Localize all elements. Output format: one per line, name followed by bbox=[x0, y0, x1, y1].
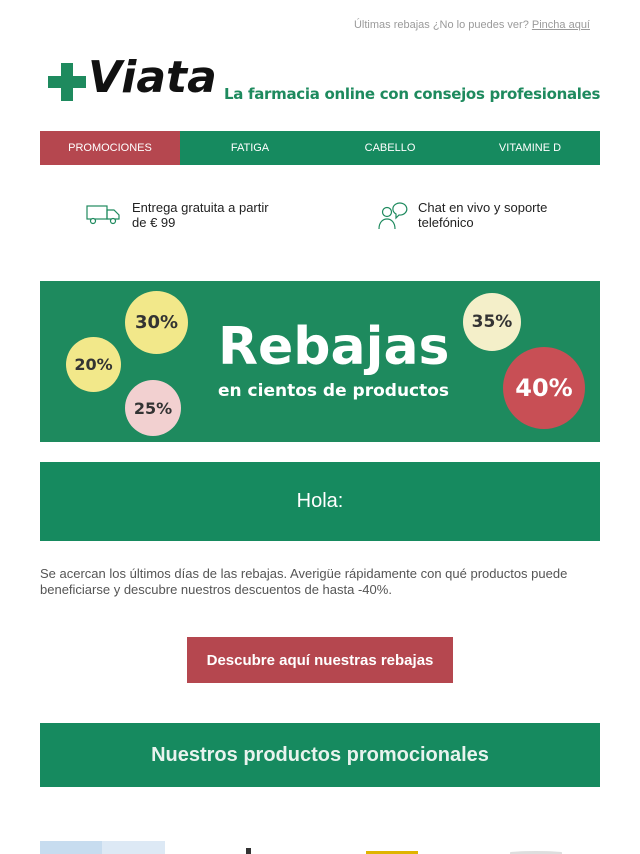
pharmacy-cross-icon bbox=[48, 63, 86, 101]
badge-25: 25% bbox=[125, 380, 181, 436]
category-nav bbox=[40, 131, 600, 165]
nav-item-promociones[interactable]: PROMOCIONES bbox=[40, 131, 180, 165]
sale-banner[interactable] bbox=[40, 281, 600, 442]
badge-20: 20% bbox=[66, 337, 121, 392]
service-features bbox=[0, 200, 640, 240]
feature-support-line1: Chat en vivo y soporte bbox=[418, 200, 548, 215]
badge-30: 30% bbox=[125, 291, 188, 354]
badge-35: 35% bbox=[463, 293, 521, 351]
feature-delivery-line2: de € 99 bbox=[132, 215, 176, 230]
feature-support bbox=[378, 200, 547, 232]
nav-item-cabello[interactable]: CABELLO bbox=[320, 131, 460, 165]
intro-text: Se acercan los últimos días de las rebajas. Averigüe rápidamente con qué productos puede beneficiarse y descubre nuestros descuentos de hasta -40%. bbox=[40, 566, 568, 597]
preheader-text: Últimas rebajas ¿No lo puedes ver? bbox=[353, 19, 529, 31]
preheader bbox=[354, 19, 590, 31]
view-online-link[interactable]: Pincha aquí bbox=[531, 19, 590, 31]
delivery-truck-icon bbox=[86, 202, 122, 226]
promo-products-heading: Nuestros productos promocionales bbox=[40, 723, 600, 787]
nav-item-fatiga[interactable]: FATIGA bbox=[180, 131, 320, 165]
banner-title: Rebajas bbox=[218, 317, 450, 377]
banner-subtitle: en cientos de productos bbox=[218, 381, 450, 401]
product-thumbnail[interactable] bbox=[246, 848, 251, 854]
brand-logo[interactable] bbox=[48, 52, 601, 104]
support-agent-icon bbox=[378, 202, 408, 232]
discover-sales-button[interactable]: Descubre aquí nuestras rebajas bbox=[187, 637, 453, 683]
nav-item-vitamine-d[interactable]: VITAMINE D bbox=[460, 131, 600, 165]
product-thumbnails bbox=[40, 840, 600, 854]
feature-delivery-line1: Entrega gratuita a partir bbox=[132, 200, 269, 215]
product-thumbnail[interactable] bbox=[40, 841, 165, 854]
feature-support-line2: telefónico bbox=[418, 215, 474, 230]
greeting-block: Hola: bbox=[40, 462, 600, 541]
feature-delivery bbox=[86, 200, 269, 230]
brand-tagline: La farmacia online con consejos profesionales bbox=[224, 85, 601, 103]
badge-40: 40% bbox=[503, 347, 585, 429]
brand-name: Viata bbox=[88, 52, 217, 103]
